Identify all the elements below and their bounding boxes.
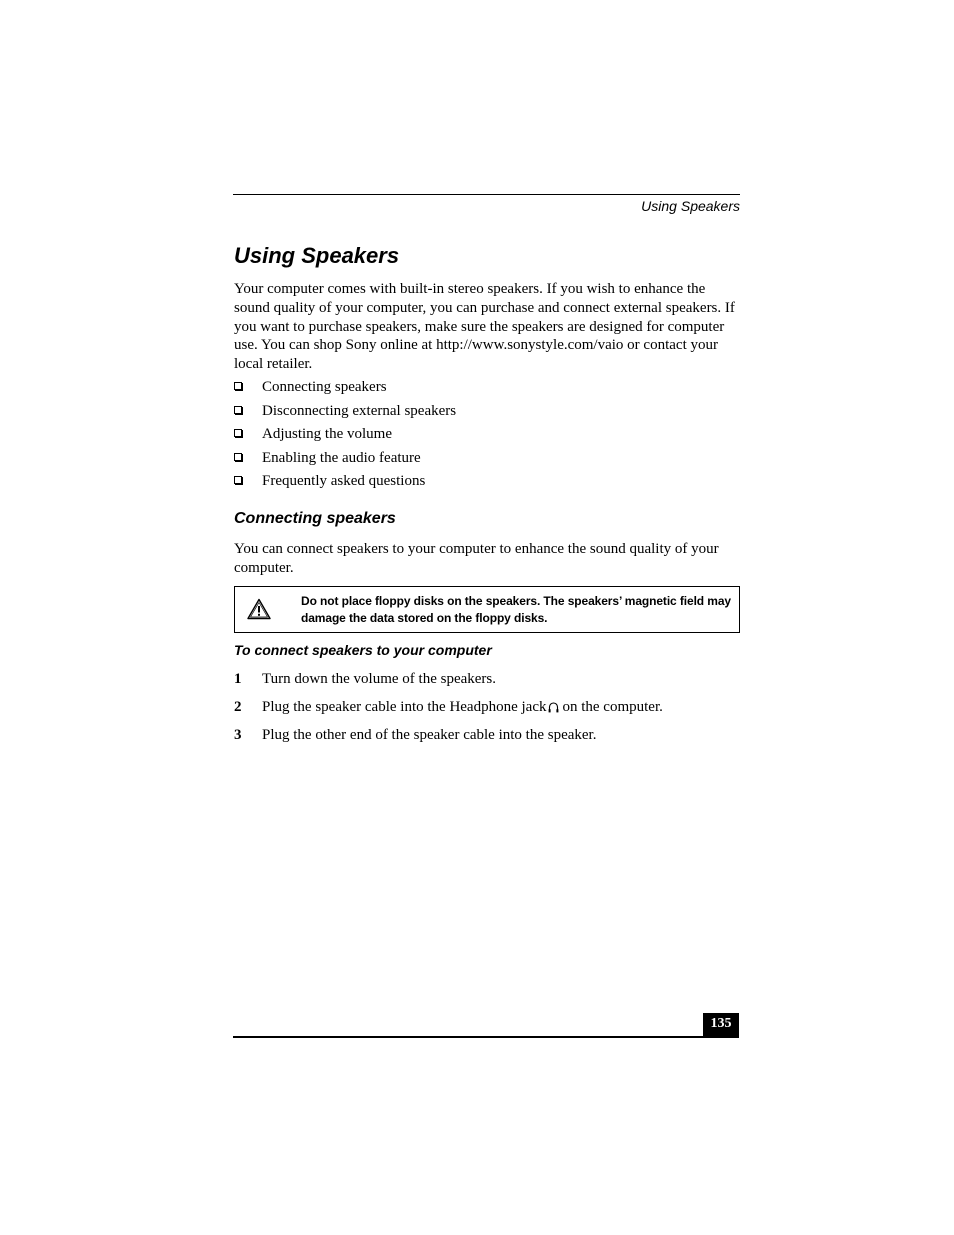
topic-connecting-speakers[interactable]: Connecting speakers (262, 379, 387, 395)
page-number: 135 (703, 1013, 739, 1037)
topic-faq[interactable]: Frequently asked questions (262, 473, 426, 489)
headphone-icon (548, 701, 559, 713)
checkbox-bullet-icon (234, 453, 242, 461)
section-paragraph: You can connect speakers to your computer to enhance the sound quality of your computer. (234, 541, 719, 576)
caution-box (234, 586, 740, 633)
header-rule (233, 194, 740, 195)
running-header: Using Speakers (641, 198, 740, 214)
topic-adjusting-volume[interactable]: Adjusting the volume (262, 426, 392, 442)
step-text-before: Plug the speaker cable into the Headphone jack (262, 699, 547, 715)
section-title: Connecting speakers (234, 510, 396, 527)
checkbox-bullet-icon (234, 476, 242, 484)
procedure-title: To connect speakers to your computer (234, 642, 492, 658)
step-text: Plug the other end of the speaker cable into the speaker. (262, 727, 597, 743)
checkbox-bullet-icon (234, 429, 242, 437)
intro-paragraph: Your computer comes with built-in stereo speakers. If you wish to enhance the sound quality of your computer, you can purchase and connect external speakers. If you want to purchase speakers, make sure the speakers are designed for computer use. You can shop Sony online at http://www.sonystyle.com/vaio or contact your local retailer. (234, 281, 735, 373)
checkbox-bullet-icon (234, 382, 242, 390)
topic-disconnecting-speakers[interactable]: Disconnecting external speakers (262, 402, 457, 419)
step-text: Turn down the volume of the speakers. (262, 671, 496, 687)
topic-enabling-audio[interactable]: Enabling the audio feature (262, 449, 421, 466)
caution-text: Do not place floppy disks on the speakers. The speakers’ magnetic field may damage the data stored on the floppy disks. (301, 594, 731, 625)
step-text-after: on the computer. (562, 699, 663, 715)
footer-rule (233, 1036, 739, 1038)
step-number: 1 (234, 671, 242, 687)
page-title: Using Speakers (234, 243, 400, 268)
step-number: 2 (234, 699, 242, 715)
warning-triangle-icon (247, 598, 271, 620)
checkbox-bullet-icon (234, 406, 242, 414)
step-text (262, 698, 663, 716)
step-number: 3 (234, 727, 242, 743)
